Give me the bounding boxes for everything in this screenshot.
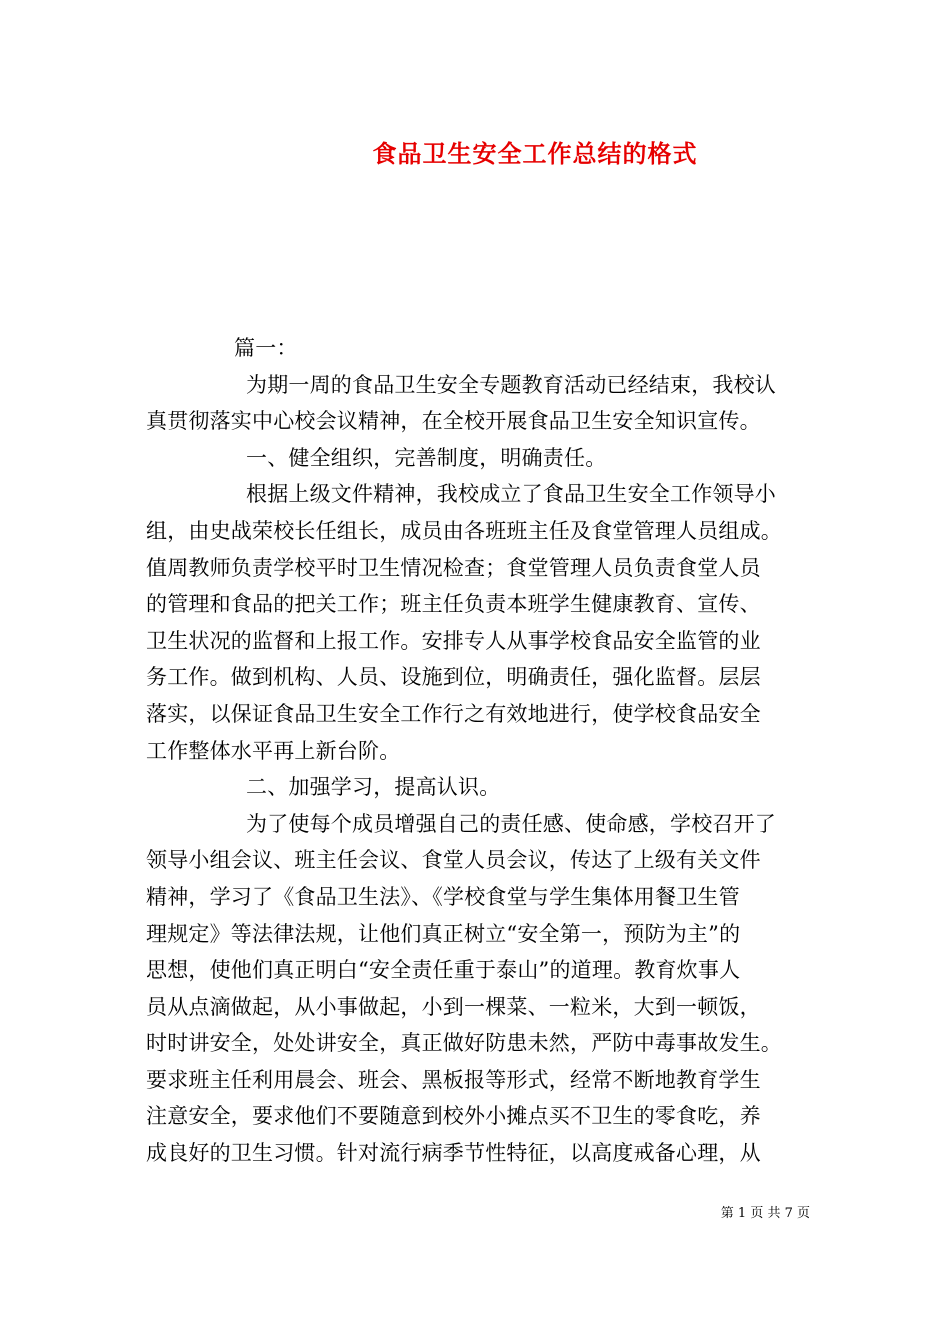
document-title: 食品卫生安全工作总结的格式 <box>372 139 698 168</box>
paragraph-line: 员从点滴做起，从小事做起，小到一棵菜、一粒米，大到一顿饭， <box>146 994 761 1019</box>
paragraph-line: 时时讲安全，处处讲安全，真正做好防患未然，严防中毒事故发生。 <box>146 1031 782 1056</box>
paragraph-line: 值周教师负责学校平时卫生情况检查；食堂管理人员负责食堂人员 <box>146 555 761 580</box>
paragraph-line: 真贯彻落实中心校会议精神，在全校开展食品卫生安全知识宣传。 <box>146 409 761 434</box>
paragraph-line: 工作整体水平再上新台阶。 <box>146 738 401 763</box>
paragraph-line: 卫生状况的监督和上报工作。安排专人从事学校食品安全监管的业 <box>146 628 761 653</box>
section-label: 篇一： <box>234 336 298 360</box>
section-heading: 二、加强学习，提高认识。 <box>246 775 501 800</box>
document-body <box>146 330 818 1172</box>
paragraph-line: 要求班主任利用晨会、班会、黑板报等形式，经常不断地教育学生 <box>146 1067 761 1092</box>
paragraph-line: 注意安全，要求他们不要随意到校外小摊点买不卫生的零食吃，养 <box>146 1104 761 1129</box>
section-heading: 一、健全组织，完善制度，明确责任。 <box>246 445 607 470</box>
page-indicator: 第 1 页 共 7 页 <box>720 1206 810 1221</box>
paragraph-line: 根据上级文件精神，我校成立了食品卫生安全工作领导小 <box>246 482 776 507</box>
paragraph-line: 成良好的卫生习惯。针对流行病季节性特征，以高度戒备心理，从 <box>146 1141 761 1166</box>
paragraph-line: 组，由史战荣校长任组长，成员由各班班主任及食堂管理人员组成。 <box>146 518 782 543</box>
paragraph-line: 为了使每个成员增强自己的责任感、使命感，学校召开了 <box>246 811 776 836</box>
paragraph-line: 为期一周的食品卫生安全专题教育活动已经结束，我校认 <box>246 372 776 397</box>
paragraph-line: 理规定》等法律法规，让他们真正树立“安全第一，预防为主”的 <box>146 921 741 946</box>
paragraph-line: 思想，使他们真正明白“安全责任重于泰山”的道理。教育炊事人 <box>146 958 741 983</box>
paragraph-line: 务工作。做到机构、人员、设施到位，明确责任，强化监督。层层 <box>146 665 761 690</box>
paragraph-line: 领导小组会议、班主任会议、食堂人员会议，传达了上级有关文件 <box>146 848 761 873</box>
paragraph-line: 精神，学习了《食品卫生法》、《学校食堂与学生集体用餐卫生管 <box>146 884 740 909</box>
paragraph-line: 落实，以保证食品卫生安全工作行之有效地进行，使学校食品安全 <box>146 701 761 726</box>
paragraph-line: 的管理和食品的把关工作；班主任负责本班学生健康教育、宣传、 <box>146 592 761 617</box>
